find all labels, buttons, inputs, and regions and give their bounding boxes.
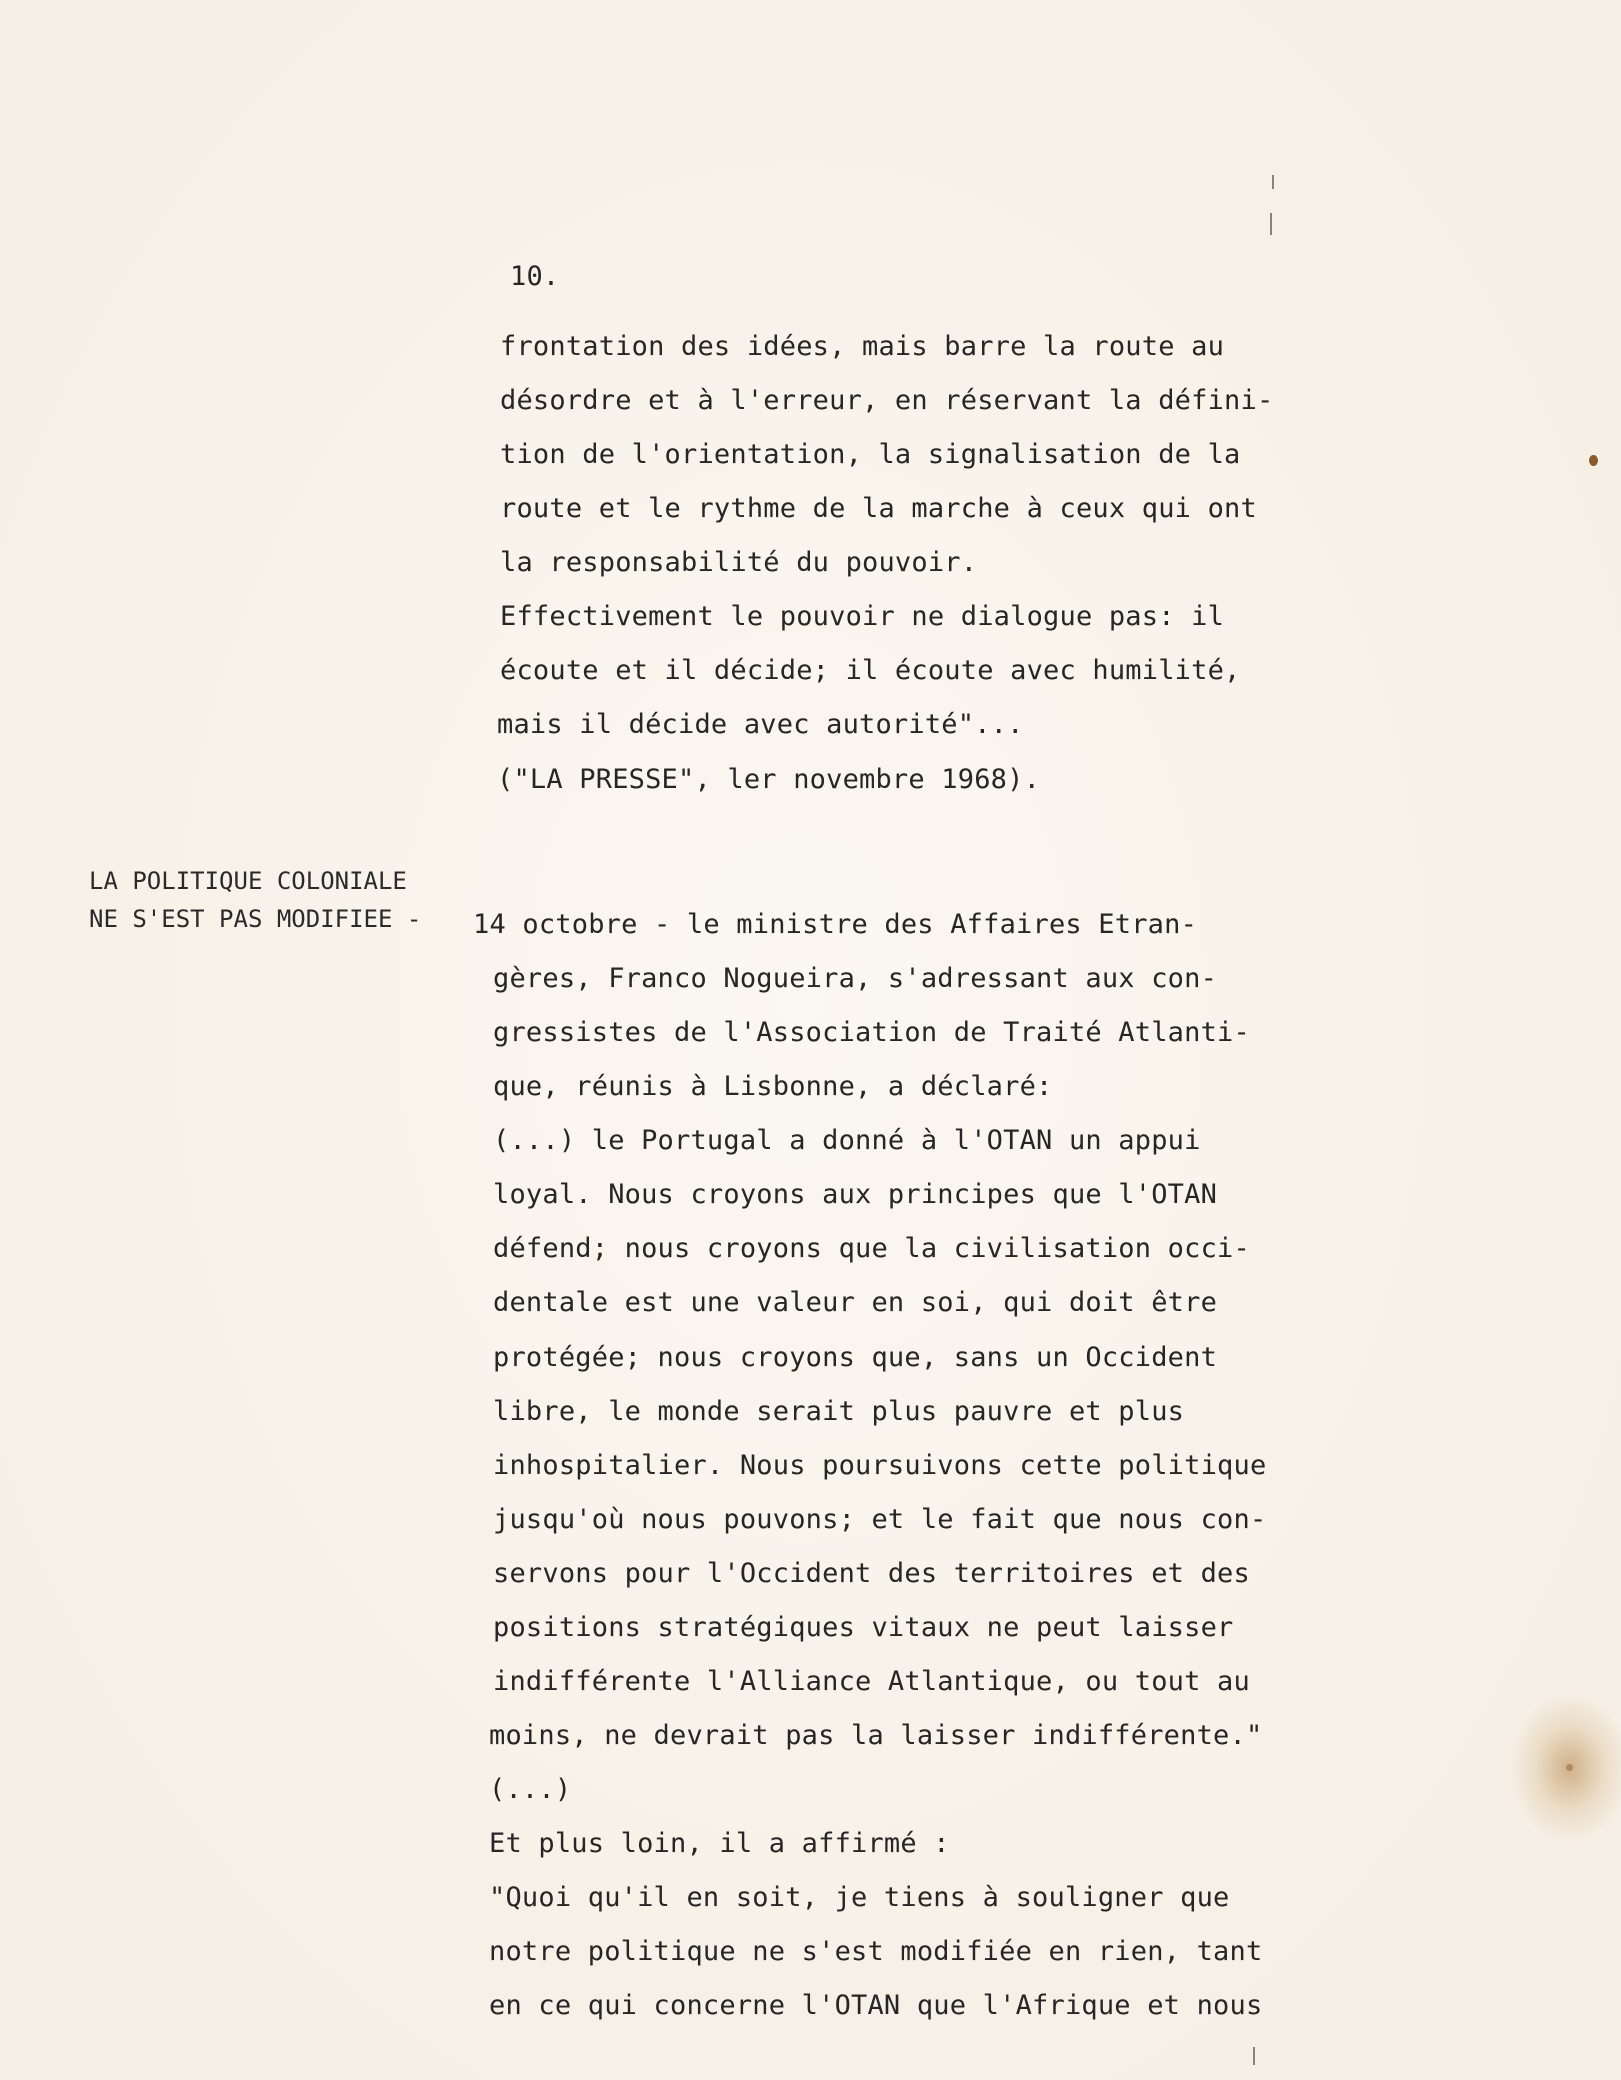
text-line: moins, ne devrait pas la laisser indifférente." xyxy=(489,1720,1263,1751)
text-line: positions stratégiques vitaux ne peut laisser xyxy=(493,1612,1234,1643)
text-line: Et plus loin, il a affirmé : xyxy=(489,1828,950,1859)
side-heading: LA POLITIQUE COLONIALE xyxy=(89,867,407,895)
margin-mark xyxy=(1253,2047,1255,2065)
text-line: loyal. Nous croyons aux principes que l'OTAN xyxy=(493,1179,1218,1210)
text-line: écoute et il décide; il écoute avec humilité, xyxy=(500,655,1241,686)
text-line: 14 octobre - le ministre des Affaires Etran- xyxy=(473,909,1198,940)
text-line: notre politique ne s'est modifiée en rien, tant xyxy=(489,1936,1263,1967)
text-line: (...) le Portugal a donné à l'OTAN un appui xyxy=(493,1125,1201,1156)
text-line: mais il décide avec autorité"... xyxy=(497,709,1024,740)
text-line: dentale est une valeur en soi, qui doit être xyxy=(493,1287,1218,1318)
text-line: route et le rythme de la marche à ceux qui ont xyxy=(500,493,1257,524)
margin-mark xyxy=(1270,213,1272,235)
margin-mark xyxy=(1272,175,1274,189)
text-line: défend; nous croyons que la civilisation occi- xyxy=(493,1233,1250,1264)
text-line: frontation des idées, mais barre la route au xyxy=(500,331,1225,362)
text-line: jusqu'où nous pouvons; et le fait que nous con- xyxy=(493,1504,1267,1535)
text-line: Effectivement le pouvoir ne dialogue pas: il xyxy=(500,601,1225,632)
stain-dot xyxy=(1566,1764,1573,1771)
text-line: protégée; nous croyons que, sans un Occident xyxy=(493,1342,1218,1373)
text-line: (...) xyxy=(489,1774,572,1805)
side-heading: NE S'EST PAS MODIFIEE - xyxy=(89,905,422,933)
text-line: "Quoi qu'il en soit, je tiens à souligner que xyxy=(489,1882,1230,1913)
text-line: indifférente l'Alliance Atlantique, ou tout au xyxy=(493,1666,1250,1697)
text-line: que, réunis à Lisbonne, a déclaré: xyxy=(493,1071,1053,1102)
source-citation: ("LA PRESSE", ler novembre 1968). xyxy=(497,764,1041,795)
text-line: gères, Franco Nogueira, s'adressant aux con- xyxy=(493,963,1218,994)
text-line: gressistes de l'Association de Traité Atlanti- xyxy=(493,1017,1250,1048)
page-number: 10. xyxy=(510,261,560,292)
text-line: la responsabilité du pouvoir. xyxy=(500,547,978,578)
text-line: tion de l'orientation, la signalisation de la xyxy=(500,439,1241,470)
text-line: désordre et à l'erreur, en réservant la défini- xyxy=(500,385,1274,416)
text-line: servons pour l'Occident des territoires et des xyxy=(493,1558,1250,1589)
text-line: libre, le monde serait plus pauvre et plus xyxy=(493,1396,1185,1427)
text-line: inhospitalier. Nous poursuivons cette politique xyxy=(493,1450,1267,1481)
stain-dot xyxy=(1589,455,1598,466)
text-line: en ce qui concerne l'OTAN que l'Afrique et nous xyxy=(489,1990,1263,2021)
